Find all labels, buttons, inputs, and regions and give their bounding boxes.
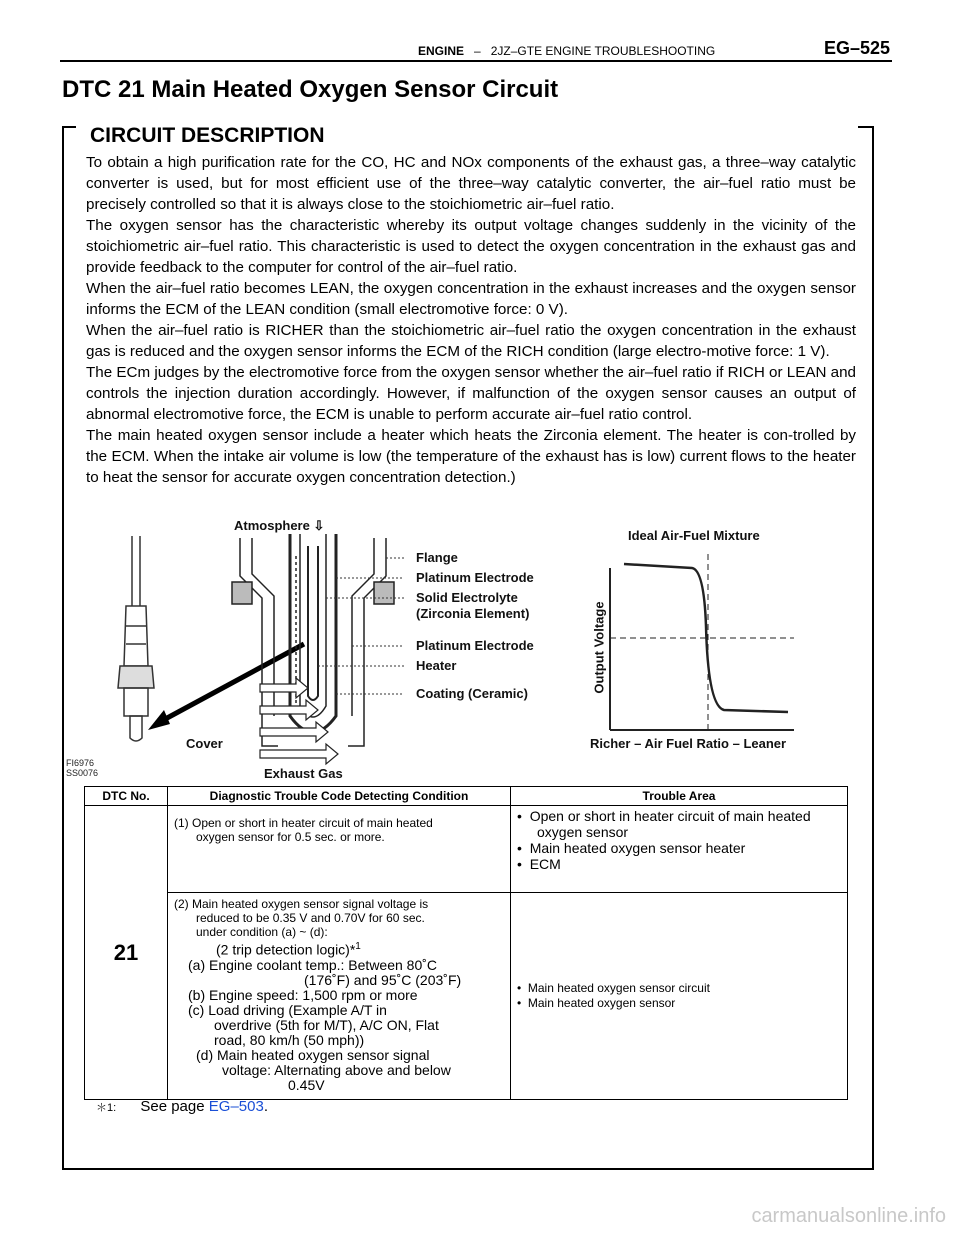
xlabel-mid: Air Fuel Ratio	[644, 736, 729, 751]
label-exhaust-gas: Exhaust Gas	[264, 766, 343, 781]
table-header-row	[85, 787, 848, 806]
desc-paragraph: The main heated oxygen sensor include a heater which heats the Zirconia element. The heater is con-trolled by the ECM. When the intake air volume is low (the temperature of the exhaust has is low) current flows to the heater to heat the sensor for accurate oxygen concentration detection.)	[86, 427, 856, 486]
col-condition: Diagnostic Trouble Code Detecting Condition	[168, 787, 511, 806]
label-solid-electrolyte: Solid Electrolyte	[416, 590, 518, 605]
dtc-table	[84, 786, 848, 1100]
header-rule	[60, 60, 892, 62]
desc-paragraph: When the air–fuel ratio becomes LEAN, the oxygen concentration in the exhaust increases and the oxygen sensor informs the ECM of the LEAN condition (small electromotive force: 0 V).	[86, 280, 856, 318]
desc-paragraph: When the air–fuel ratio is RICHER than the stoichiometric air–fuel ratio the oxygen concentration in the exhaust gas is reduced and the oxygen sensor informs the ECM of the RICH condition (large electro-motive force: 1 V).	[86, 322, 856, 360]
section-heading: CIRCUIT DESCRIPTION	[86, 124, 329, 148]
frame-bottom	[62, 1168, 874, 1170]
header-separator: –	[474, 44, 481, 58]
page-number: EG–525	[824, 38, 891, 58]
graph-xlabel: Richer – Air Fuel Ratio – Leaner	[590, 736, 787, 751]
footnote: ＊1: See page EG–503.	[96, 1098, 268, 1115]
footnote-marker: ＊1:	[96, 1102, 117, 1114]
figure-code-2: SS0076	[66, 768, 99, 778]
header-subsection: 2JZ–GTE ENGINE TROUBLESHOOTING	[490, 44, 716, 58]
label-flange: Flange	[416, 550, 458, 565]
circuit-description	[86, 152, 856, 488]
graph-ylabel: Output Voltage	[591, 601, 607, 694]
page-title: DTC 21 Main Heated Oxygen Sensor Circuit	[62, 76, 559, 103]
leader-lines	[318, 558, 404, 694]
col-trouble-area: Trouble Area	[511, 787, 848, 806]
frame-top-left	[62, 126, 76, 128]
figure-code-1: FI6976	[66, 758, 95, 768]
dtc-number: 21	[85, 806, 168, 1100]
table-row	[85, 806, 848, 893]
xlabel-leaner: Leaner	[743, 736, 787, 751]
condition-1: (1) Open or short in heater circuit of main heated oxygen sensor for 0.5 sec. or more.	[168, 806, 511, 893]
label-zirconia: (Zirconia Element)	[416, 606, 530, 621]
condition-2: (2) Main heated oxygen sensor signal voltage is reduced to be 0.35 V and 0.70V for 60 sec. under condition (a) ~ (d): (2 trip detection logic)*$^1$ (a) Engine coolant temp.: Between 80˚C (176˚F) and 95˚C (203˚F) (b) Engine speed: 1,500 rpm or more (c) Load driving (Example A/T in overdrive (5th for M/T), A/C ON, Flat road, 80 km/h (50 mph)) (d) Main heated oxygen sensor signal voltage: Alternating above and below 0.45V	[168, 893, 511, 1100]
trouble-area-2: • Main heated oxygen sensor circuit • Main heated oxygen sensor	[511, 893, 848, 1100]
frame-right	[872, 126, 874, 1170]
sensor-figure	[64, 516, 872, 782]
sensor-external-view	[118, 536, 154, 741]
label-coating: Coating (Ceramic)	[416, 686, 528, 701]
label-platinum-electrode-1: Platinum Electrode	[416, 570, 534, 585]
desc-paragraph: The ECm judges by the electromotive force from the oxygen sensor whether the air–fuel ratio if RICH or LEAN and controls the injection duration accordingly. However, if malfunction of the oxygen sensor causes an output of abnormal electromotive force, the ECM is unable to perform accurate air–fuel ratio control.	[86, 364, 856, 423]
label-atmosphere: Atmosphere ⇩	[234, 518, 325, 533]
label-cover: Cover	[186, 736, 223, 751]
footnote-link[interactable]: EG–503	[208, 1098, 264, 1115]
graph-title: Ideal Air-Fuel Mixture	[628, 528, 760, 543]
col-dtc-no: DTC No.	[85, 787, 168, 806]
xlabel-richer: Richer	[590, 736, 631, 751]
table-row	[85, 893, 848, 1100]
watermark: carmanualsonline.info	[751, 1205, 946, 1227]
running-header	[418, 44, 715, 58]
desc-paragraph: The oxygen sensor has the characteristic whereby its output voltage changes suddenly in the vicinity of the stoichiometric air–fuel ratio. This characteristic is used to detect the oxygen concentration in the exhaust gas and provide feedback to the computer for control of the air–fuel ratio.	[86, 217, 856, 276]
desc-paragraph: To obtain a high purification rate for the CO, HC and NOx components of the exhaust gas, a three–way catalytic converter is used, but for most efficient use of the three–way catalytic converter, the air–fuel ratio must be precisely controlled so that it is always close to the stoichiometric air–fuel ratio.	[86, 154, 856, 213]
voltage-graph	[610, 554, 794, 730]
label-heater: Heater	[416, 658, 457, 673]
trouble-area-1: • Open or short in heater circuit of main heated oxygen sensor • Main heated oxygen sensor heater • ECM	[511, 806, 848, 893]
footnote-text: See page	[140, 1098, 209, 1115]
label-platinum-electrode-2: Platinum Electrode	[416, 638, 534, 653]
header-section: ENGINE	[418, 44, 465, 58]
